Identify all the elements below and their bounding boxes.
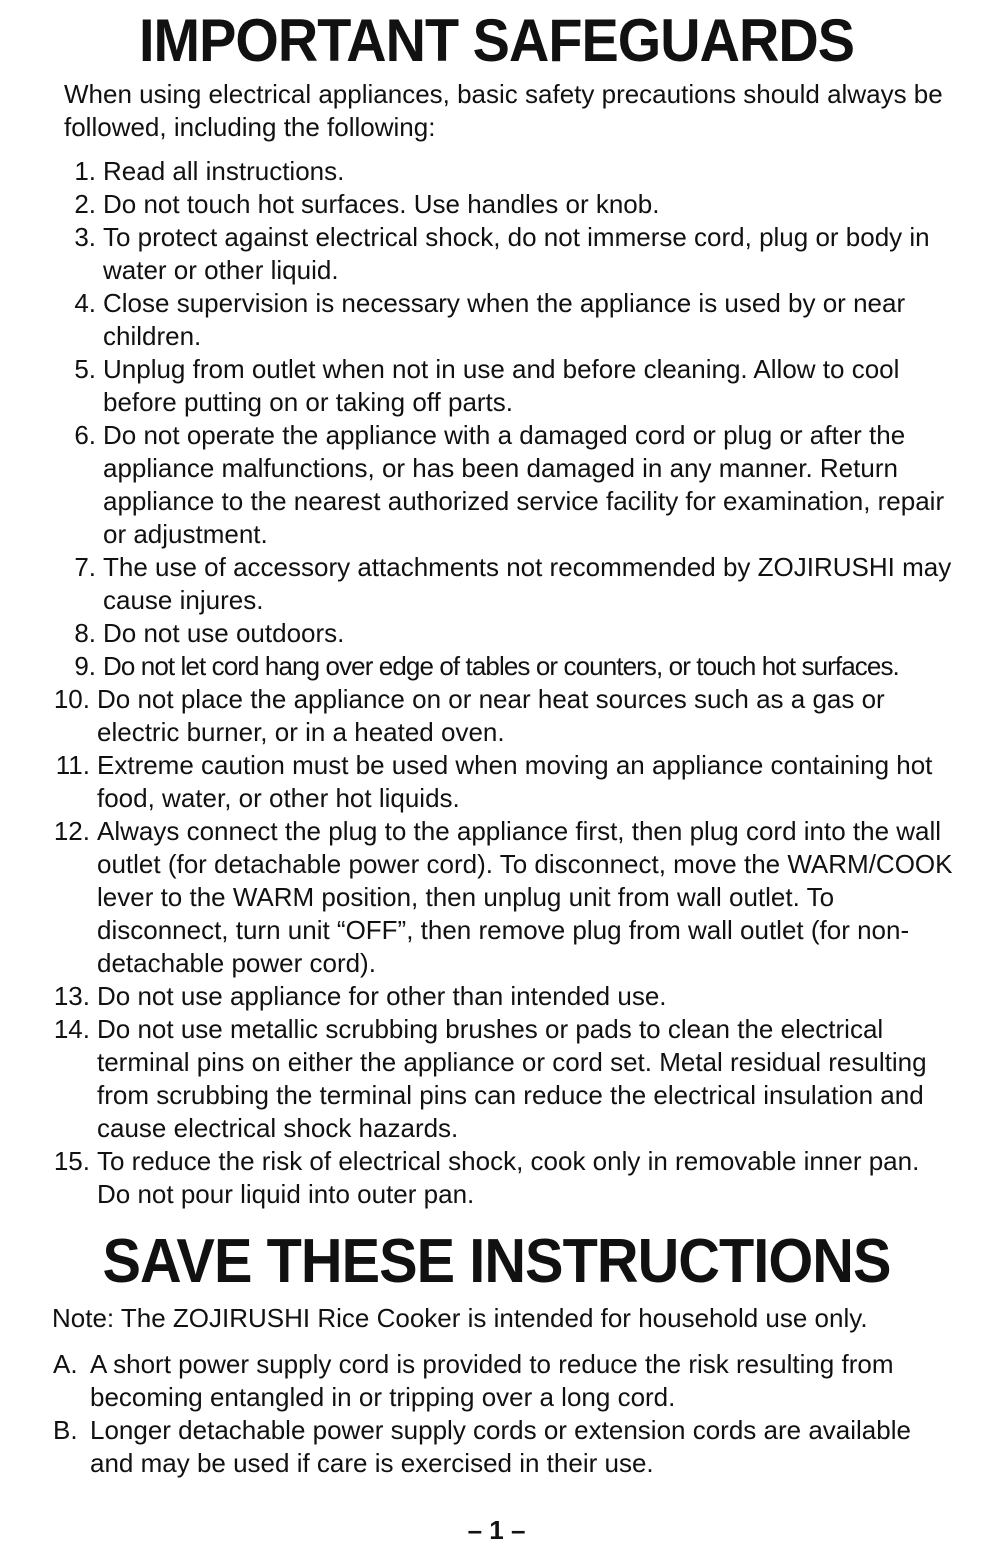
item-number: 13. [53, 981, 90, 1011]
list-item [0, 980, 993, 1013]
item-text: To reduce the risk of electrical shock, cook only in removable inner pan. Do not pour liquid into outer pan. [97, 1146, 920, 1209]
item-text: Do not use outdoors. [103, 618, 345, 648]
item-number: 12. [53, 816, 90, 846]
list-item [0, 650, 993, 683]
page-number: – 1 – [467, 1515, 526, 1545]
item-number: 5. [74, 354, 96, 384]
item-number: 6. [74, 420, 96, 450]
list-item [0, 188, 993, 221]
item-number: 15. [53, 1146, 90, 1176]
safeguards-list [0, 155, 993, 1211]
list-item [0, 419, 993, 551]
item-number: 2. [74, 189, 96, 219]
item-text: A short power supply cord is provided to reduce the risk resulting from becoming entangled in or tripping over a long cord. [90, 1349, 894, 1412]
item-text: Longer detachable power supply cords or extension cords are available and may be used if care is exercised in their use. [90, 1415, 911, 1478]
item-text: Always connect the plug to the appliance first, then plug cord into the wall outlet (for detachable power cord). To disconnect, move the WARM/COOK lever to the WARM position, then unplug unit from wall outlet. To disconnect, turn unit “OFF”, then remove plug from wall outlet (for non-detachable power cord). [97, 816, 953, 978]
list-item [0, 155, 993, 188]
list-item [0, 221, 993, 287]
item-text: Unplug from outlet when not in use and before cleaning. Allow to cool before putting on or taking off parts. [103, 354, 900, 417]
item-text: Do not touch hot surfaces. Use handles or knob. [103, 189, 660, 219]
item-number: 3. [74, 222, 96, 252]
list-item [0, 1414, 993, 1480]
item-letter: A. [53, 1349, 78, 1379]
list-item [0, 683, 993, 749]
list-item [0, 749, 993, 815]
item-number: 4. [74, 288, 96, 318]
page-title: IMPORTANT SAFEGUARDS [138, 7, 855, 74]
item-text: Read all instructions. [103, 156, 345, 186]
item-number: 9. [74, 651, 96, 681]
item-text: Do not operate the appliance with a damaged cord or plug or after the appliance malfunctions, or has been damaged in any manner. Return appliance to the nearest authorized service facility for examination, repair or adjustment. [103, 420, 945, 549]
item-text: Do not place the appliance on or near heat sources such as a gas or electric burner, or in a heated oven. [97, 684, 885, 747]
list-item [0, 551, 993, 617]
item-number: 1. [74, 156, 96, 186]
list-item [0, 1013, 993, 1145]
item-text: Do not use metallic scrubbing brushes or pads to clean the electrical terminal pins on either the appliance or cord set. Metal residual resulting from scrubbing the terminal pins can reduce the electrical insulation and cause electrical shock hazards. [97, 1014, 927, 1143]
item-number: 7. [74, 552, 96, 582]
list-item [0, 617, 993, 650]
item-text: Extreme caution must be used when moving an appliance containing hot food, water, or other hot liquids. [97, 750, 933, 813]
item-number: 11. [55, 750, 90, 780]
list-item [0, 1348, 993, 1414]
list-item [0, 815, 993, 980]
list-item [0, 287, 993, 353]
save-instructions-heading: SAVE THESE INSTRUCTIONS [102, 1227, 891, 1296]
list-item [0, 1145, 993, 1211]
item-text: The use of accessory attachments not recommended by ZOJIRUSHI may cause injures. [103, 552, 952, 615]
item-number: 10. [53, 684, 90, 714]
item-number: 8. [74, 618, 96, 648]
household-note: Note: The ZOJIRUSHI Rice Cooker is intended for household use only. [52, 1303, 868, 1333]
item-number: 14. [53, 1014, 90, 1044]
item-text: To protect against electrical shock, do not immerse cord, plug or body in water or other liquid. [103, 222, 930, 285]
cord-notes-list [0, 1348, 993, 1480]
item-text: Do not let cord hang over edge of tables or counters, or touch hot surfaces. [103, 651, 899, 681]
list-item [0, 353, 993, 419]
item-text: Do not use appliance for other than intended use. [97, 981, 667, 1011]
item-text: Close supervision is necessary when the appliance is used by or near children. [103, 288, 906, 351]
intro-paragraph: When using electrical appliances, basic safety precautions should always be followed, including the following: [64, 79, 943, 142]
item-letter: B. [53, 1415, 78, 1445]
